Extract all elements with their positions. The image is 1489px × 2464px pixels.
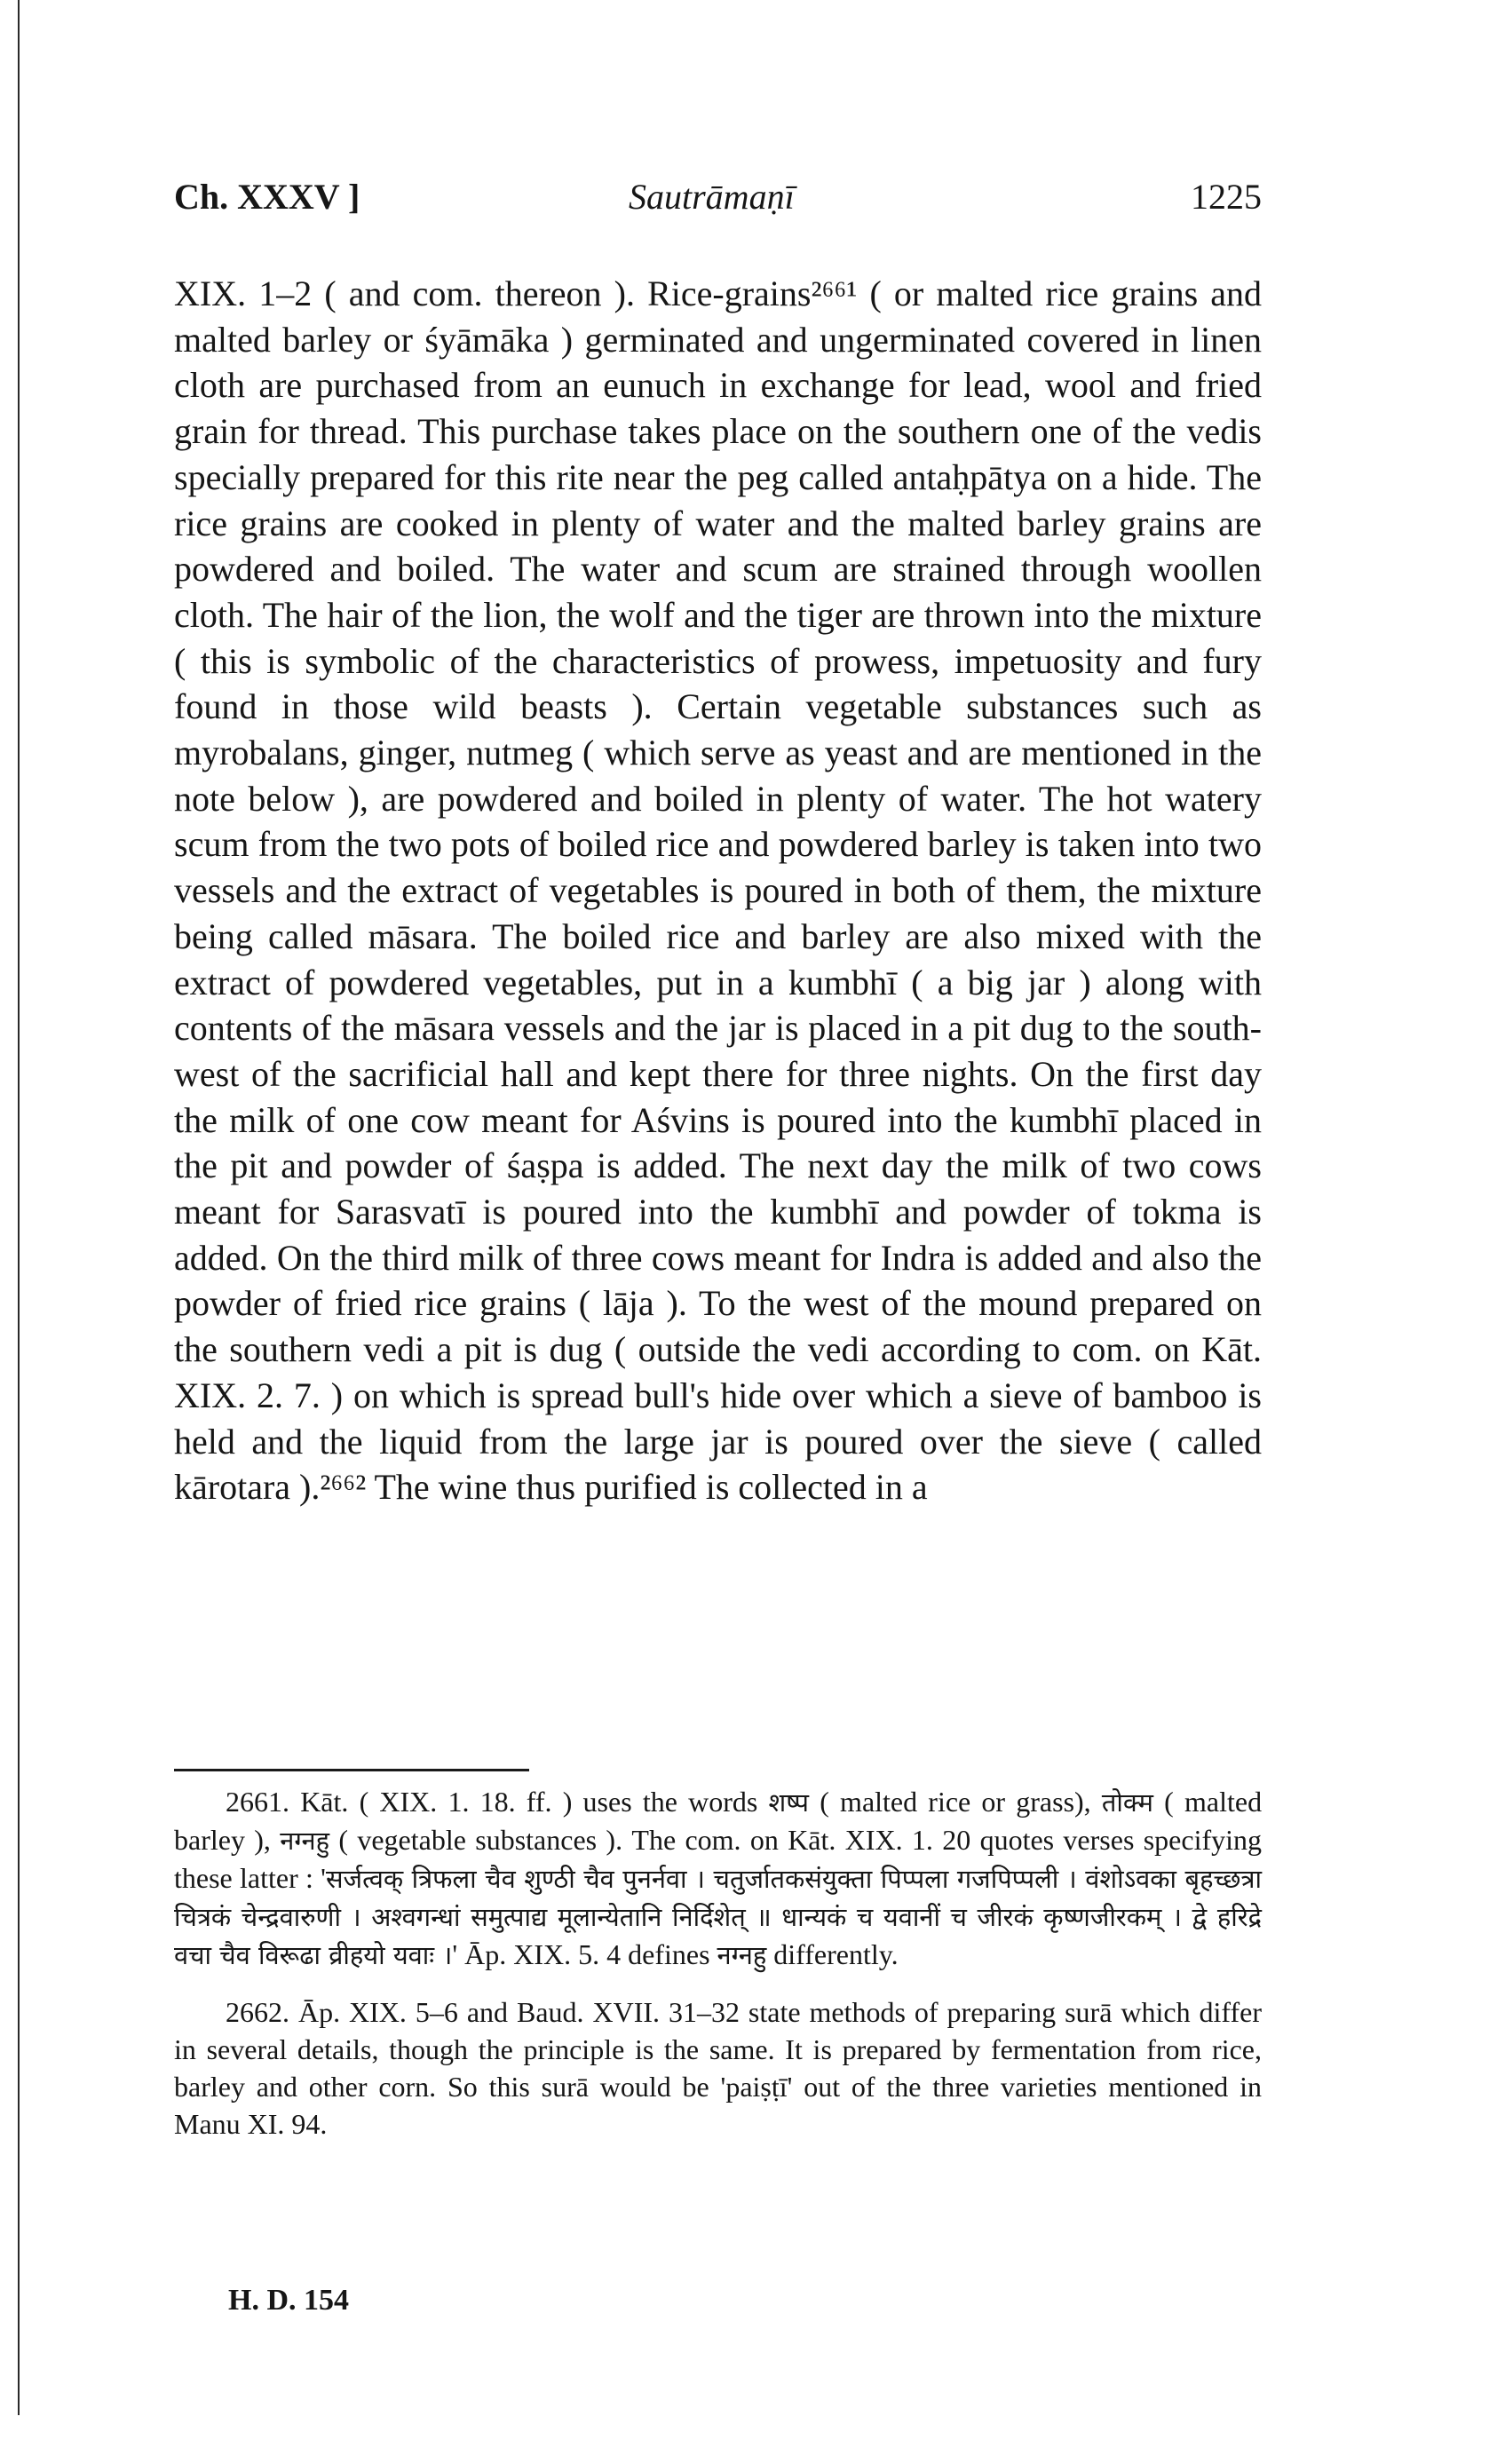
devanagari-term: शष्प	[768, 1787, 810, 1818]
footnote-text: Āp. XIX. 5–6 and Baud. XVII. 31–32 state methods of preparing surā which differ in several details, though the principle is the same. It is prepared by fermentation from rice, barley and other corn. So this surā would be 'paiṣṭī' out of the three varieties mentioned in Manu XI. 94.	[174, 1996, 1263, 2140]
footnote-divider	[174, 1769, 529, 1771]
page-edge-line	[18, 0, 20, 2415]
chapter-reference: Ch. XXXV ]	[174, 177, 360, 217]
footnote-number: 2662.	[226, 1996, 289, 2028]
footnotes	[174, 1783, 1262, 2162]
footnote-2662	[174, 1993, 1262, 2143]
devanagari-quotation: सर्जत्वक् त्रिफला चैव शुण्ठी चैव पुनर्नवा । चतुर्जातकसंयुक्ता पिप्पला गजपिप्पली । वंशोऽवका बृहच्छत्रा चित्रकं चेन्द्रवारुणी । अश्वगन्धां समुत्पाद्य मूलान्येतानि निर्दिशेत् ॥ धान्यकं च यवानीं च जीरकं कृष्णजीरकम् । द्वे हरिद्रे वचा चैव विरूढा व्रीहयो यवाः ।	[174, 1864, 1262, 1970]
footnote-number: 2661.	[226, 1786, 289, 1818]
footnote-text: ' Āp. XIX. 5. 4 defines	[452, 1938, 710, 1970]
running-header	[174, 176, 1262, 238]
footnote-2661	[174, 1783, 1262, 1974]
signature-mark: H. D. 154	[228, 2284, 349, 2317]
footnote-text: ( vegetable substances ). The com. on Kāt. XIX. 1. 20 quotes verses specifying these latter : '	[174, 1824, 1263, 1894]
devanagari-term: नग्नहु	[717, 1940, 767, 1970]
main-text	[174, 271, 1262, 1510]
page-number: 1225	[1191, 177, 1262, 217]
footnote-text: ( malted barley ),	[174, 1786, 1263, 1856]
main-paragraph: XIX. 1–2 ( and com. thereon ). Rice-grains²⁶⁶¹ ( or malted rice grains and malted barley or śyāmāka ) germinated and ungerminated covered in linen cloth are purchased from an eunuch in exchange for lead, wool and fried grain for thread. This purchase takes place on the southern one of the vedis specially prepared for this rite near the peg called antaḥpātya on a hide. The rice grains are cooked in plenty of water and the malted barley grains are powdered and boiled. The water and scum are strained through woollen cloth. The hair of the lion, the wolf and the tiger are thrown into the mixture ( this is symbolic of the characteristics of prowess, impetuosity and fury found in those wild beasts ). Certain vegetable substances such as myrobalans, ginger, nutmeg ( which serve as yeast and are mentioned in the note below ), are powdered and boiled in plenty of water. The hot watery scum from the two pots of boiled rice and powdered barley is taken into two vessels and the extract of vegetables is poured in both of them, the mixture being called māsara. The boiled rice and barley are also mixed with the extract of powdered vegetables, put in a kumbhī ( a big jar ) along with contents of the māsara vessels and the jar is placed in a pit dug to the south-west of the sacrificial hall and kept there for three nights. On the first day the milk of one cow meant for Aśvins is poured into the kumbhī placed in the pit and powder of śaṣpa is added. The next day the milk of two cows meant for Sarasvatī is poured into the kumbhī and powder of tokma is added. On the third milk of three cows meant for Indra is added and also the powder of fried rice grains ( lāja ). To the west of the mound prepared on the southern vedi a pit is dug ( outside the vedi according to com. on Kāt. XIX. 2. 7. ) on which is spread bull's hide over which a sieve of bamboo is held and the liquid from the large jar is poured over the sieve ( called kārotara ).²⁶⁶² The wine thus purified is collected in a	[174, 273, 1262, 1508]
devanagari-term: तोक्म	[1101, 1787, 1153, 1818]
devanagari-term: नग्नहु	[280, 1826, 330, 1856]
section-title: Sautrāmaṇī	[629, 177, 795, 217]
footnote-text: Kāt. ( XIX. 1. 18. ff. ) uses the words	[300, 1786, 758, 1818]
footnote-text: ( malted rice or grass),	[820, 1786, 1091, 1818]
footnote-text: differently.	[773, 1938, 899, 1970]
